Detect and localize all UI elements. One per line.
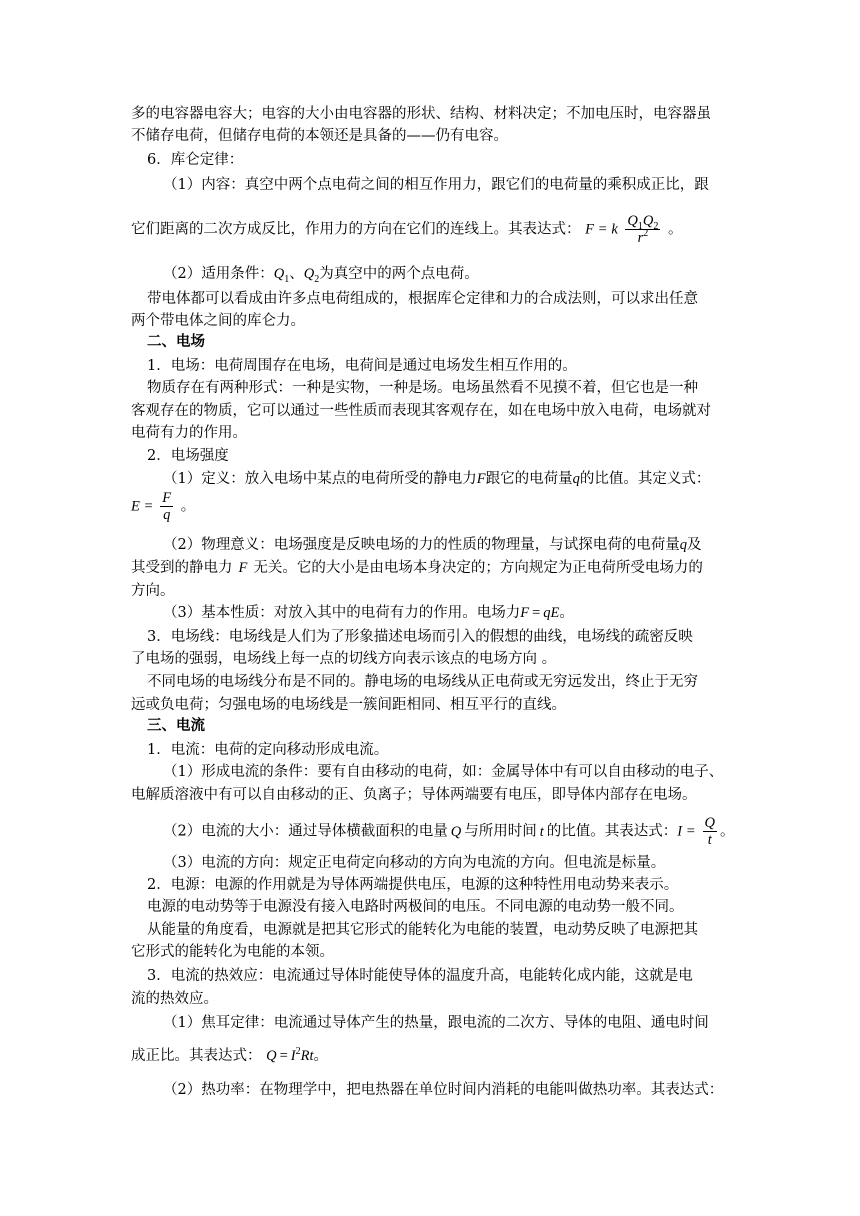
math-F: F	[520, 605, 530, 621]
math-E: E	[131, 498, 140, 515]
text-line: 方向。	[131, 583, 175, 599]
text-span: （2）电流的大小：通过导体横截面积的电量	[163, 823, 448, 840]
text-span: 的比值。其表达式：	[546, 823, 678, 840]
coulomb-law-line	[131, 213, 683, 246]
math-Q: Q	[273, 266, 285, 282]
text-line: 物质存在有两种形式：一种是实物，一种是场。电场虽然看不见摸不着，但它也是一种	[147, 380, 698, 396]
text-line: 2．电源：电源的作用就是为导体两端提供电压，电源的这种特性用电动势来表示。	[147, 877, 679, 893]
math-t: t	[309, 1048, 314, 1064]
math-Q: Q	[303, 266, 315, 282]
text-line: 带电体都可以看成由许多点电荷组成的，根据库仑定律和力的合成法则，可以求出任意	[147, 291, 698, 307]
formula	[131, 490, 176, 523]
text-line	[163, 468, 710, 490]
text-line: 流的热效应。	[131, 991, 218, 1007]
period: 。	[668, 221, 683, 238]
text-span: （1）定义：放入电场中某点的电荷所受的静电力	[163, 471, 477, 487]
text-line: 2．电场强度	[147, 448, 229, 464]
math-R: R	[300, 1048, 310, 1064]
math-Q: Q	[627, 213, 638, 229]
text-line: 客观存在的物质，它可以通过一些性质而表现其客观存在，如在电场中放入电荷，电场就对	[131, 403, 711, 419]
text-span: 跟它的电荷量	[485, 471, 573, 487]
text-line: 3．电场线：电场线是人们为了形象描述电场而引入的假想的曲线，电场线的疏密反映	[147, 629, 693, 645]
text-line: （3）电流的方向：规定正电荷定向移动的方向为电流的方向。但电流是标量。	[163, 855, 666, 871]
fraction	[703, 815, 717, 848]
math-eq: =	[144, 498, 153, 515]
math-I: I	[290, 1048, 296, 1064]
text-span: 成正比。其表达式：	[131, 1048, 262, 1064]
formula	[677, 815, 720, 848]
period: 。	[559, 605, 574, 621]
math-eq: =	[279, 1048, 288, 1064]
math-eq: =	[532, 605, 541, 621]
subscript: 2	[653, 220, 659, 232]
text-line	[131, 557, 703, 579]
math-eq: =	[598, 221, 607, 238]
text-line	[163, 263, 479, 285]
text-line: 它形式的能转化为电能的本领。	[131, 944, 334, 960]
text-span: （2）物理意义：电场强度是反映电场的力的性质的物理量，与试探电荷的电荷量	[163, 537, 680, 553]
text-line: 多的电容器电容大；电容的大小由电容器的形状、结构、材料决定；不加电压时，电容器虽	[131, 106, 711, 122]
period: 。	[180, 498, 196, 515]
text-line: 从能量的角度看，电源就是把其它形式的能转化为电能的装置，电动势反映了电源把其	[147, 922, 698, 938]
fraction	[625, 213, 660, 246]
fraction-numerator: F	[162, 490, 172, 506]
text-span: 无关。它的大小是由电场本身决定的；方向规定为正电荷所受电场力的	[253, 560, 703, 576]
text-line: （1）形成电流的条件：要有自由移动的电荷，如：金属导体中有可以自由移动的电子、	[163, 764, 724, 780]
text-line: 1．电场：电荷周围存在电场，电荷间是通过电场发生相互作用的。	[147, 358, 577, 374]
subscript: 2	[314, 273, 320, 285]
fraction	[160, 490, 173, 523]
fraction-denominator: q	[163, 507, 171, 523]
subscript: 1	[637, 220, 643, 232]
math-q: q	[572, 471, 580, 487]
math-Q: Q	[450, 823, 462, 840]
section-heading-current: 三、电流	[147, 718, 205, 734]
text-line: 电源的电动势等于电源没有接入电路时两极间的电压。不同电源的电动势一般不同。	[147, 899, 684, 915]
text-line: 不储存电荷，但储存电荷的本领还是具备的——仍有电容。	[131, 128, 508, 144]
text-span: 为真空中的两个点电荷。	[319, 266, 479, 282]
text-line: 电解质溶液中有可以自由移动的正、负离子；导体两端要有电压，即导体内部存在电场。	[131, 787, 697, 803]
math-t: t	[539, 823, 544, 840]
text-span: 它们距离的二次方成反比，作用力的方向在它们的连线上。其表达式：	[131, 221, 581, 238]
text-line: 1．电流：电荷的定向移动形成电流。	[147, 742, 389, 758]
period: 。	[719, 823, 735, 840]
math-I: I	[677, 823, 683, 840]
subscript: 1	[284, 273, 290, 285]
math-F: F	[476, 471, 486, 487]
text-span: 的比值。其定义式：	[579, 471, 711, 487]
text-span: （3）基本性质：对放入其中的电荷有力的作用。电场力	[163, 605, 521, 621]
math-F: F	[238, 560, 248, 576]
text-line: 电荷有力的作用。	[131, 425, 247, 441]
text-line: 不同电场的电场线分布是不同的。静电场的电场线从正电荷或无穷远发出，终止于无穷	[147, 674, 698, 690]
text-line: 6．库仑定律：	[147, 152, 244, 168]
fraction-numerator: Q	[704, 815, 715, 831]
text-span: 与所用时间	[464, 823, 537, 840]
text-span: 及	[686, 537, 702, 553]
text-span: 其受到的静电力	[131, 560, 233, 576]
fraction-denominator: t	[707, 832, 712, 848]
period: 。	[313, 1048, 329, 1064]
joule-formula-line	[131, 1045, 328, 1067]
text-line: 了电场的强弱，电场线上每一点的切线方向表示该点的电场方向 。	[131, 651, 557, 667]
superscript: 2	[643, 228, 649, 240]
math-Q: Q	[642, 213, 654, 229]
section-heading-electric-field: 二、电场	[147, 334, 205, 350]
math-q: q	[679, 537, 687, 553]
text-line: 远或负电荷；匀强电场的电场线是一簇间距相同、相互平行的直线。	[131, 697, 566, 713]
text-line	[163, 534, 701, 556]
text-line: 3．电流的热效应：电流通过导体时能使导体的温度升高，电能转化成内能，这就是电	[147, 968, 693, 984]
math-q: q	[543, 605, 551, 621]
separator: 、	[289, 266, 304, 282]
text-line: （2）热功率：在物理学中，把电热器在单位时间内消耗的电能叫做热功率。其表达式：	[163, 1082, 724, 1098]
superscript: 2	[295, 1046, 301, 1058]
text-line: （1）焦耳定律：电流通过导体产生的热量，跟电流的二次方、导体的电阻、通电时间	[163, 1015, 709, 1031]
field-definition-formula	[131, 490, 195, 523]
text-line	[163, 602, 574, 624]
math-Q: Q	[266, 1048, 277, 1064]
math-E: E	[550, 605, 560, 621]
current-formula-line	[163, 815, 734, 848]
text-span: （2）适用条件：	[163, 266, 274, 282]
text-line: 两个带电体之间的库仑力。	[131, 313, 305, 329]
math-k: k	[611, 221, 618, 238]
text-line: （1）内容：真空中两个点电荷之间的相互作用力，跟它们的电荷量的乘积成正比，跟	[163, 177, 709, 193]
math-F: F	[585, 221, 594, 238]
coulomb-formula	[585, 213, 663, 246]
fraction-denominator: $r^2$	[637, 228, 649, 246]
math-eq: =	[686, 823, 695, 840]
